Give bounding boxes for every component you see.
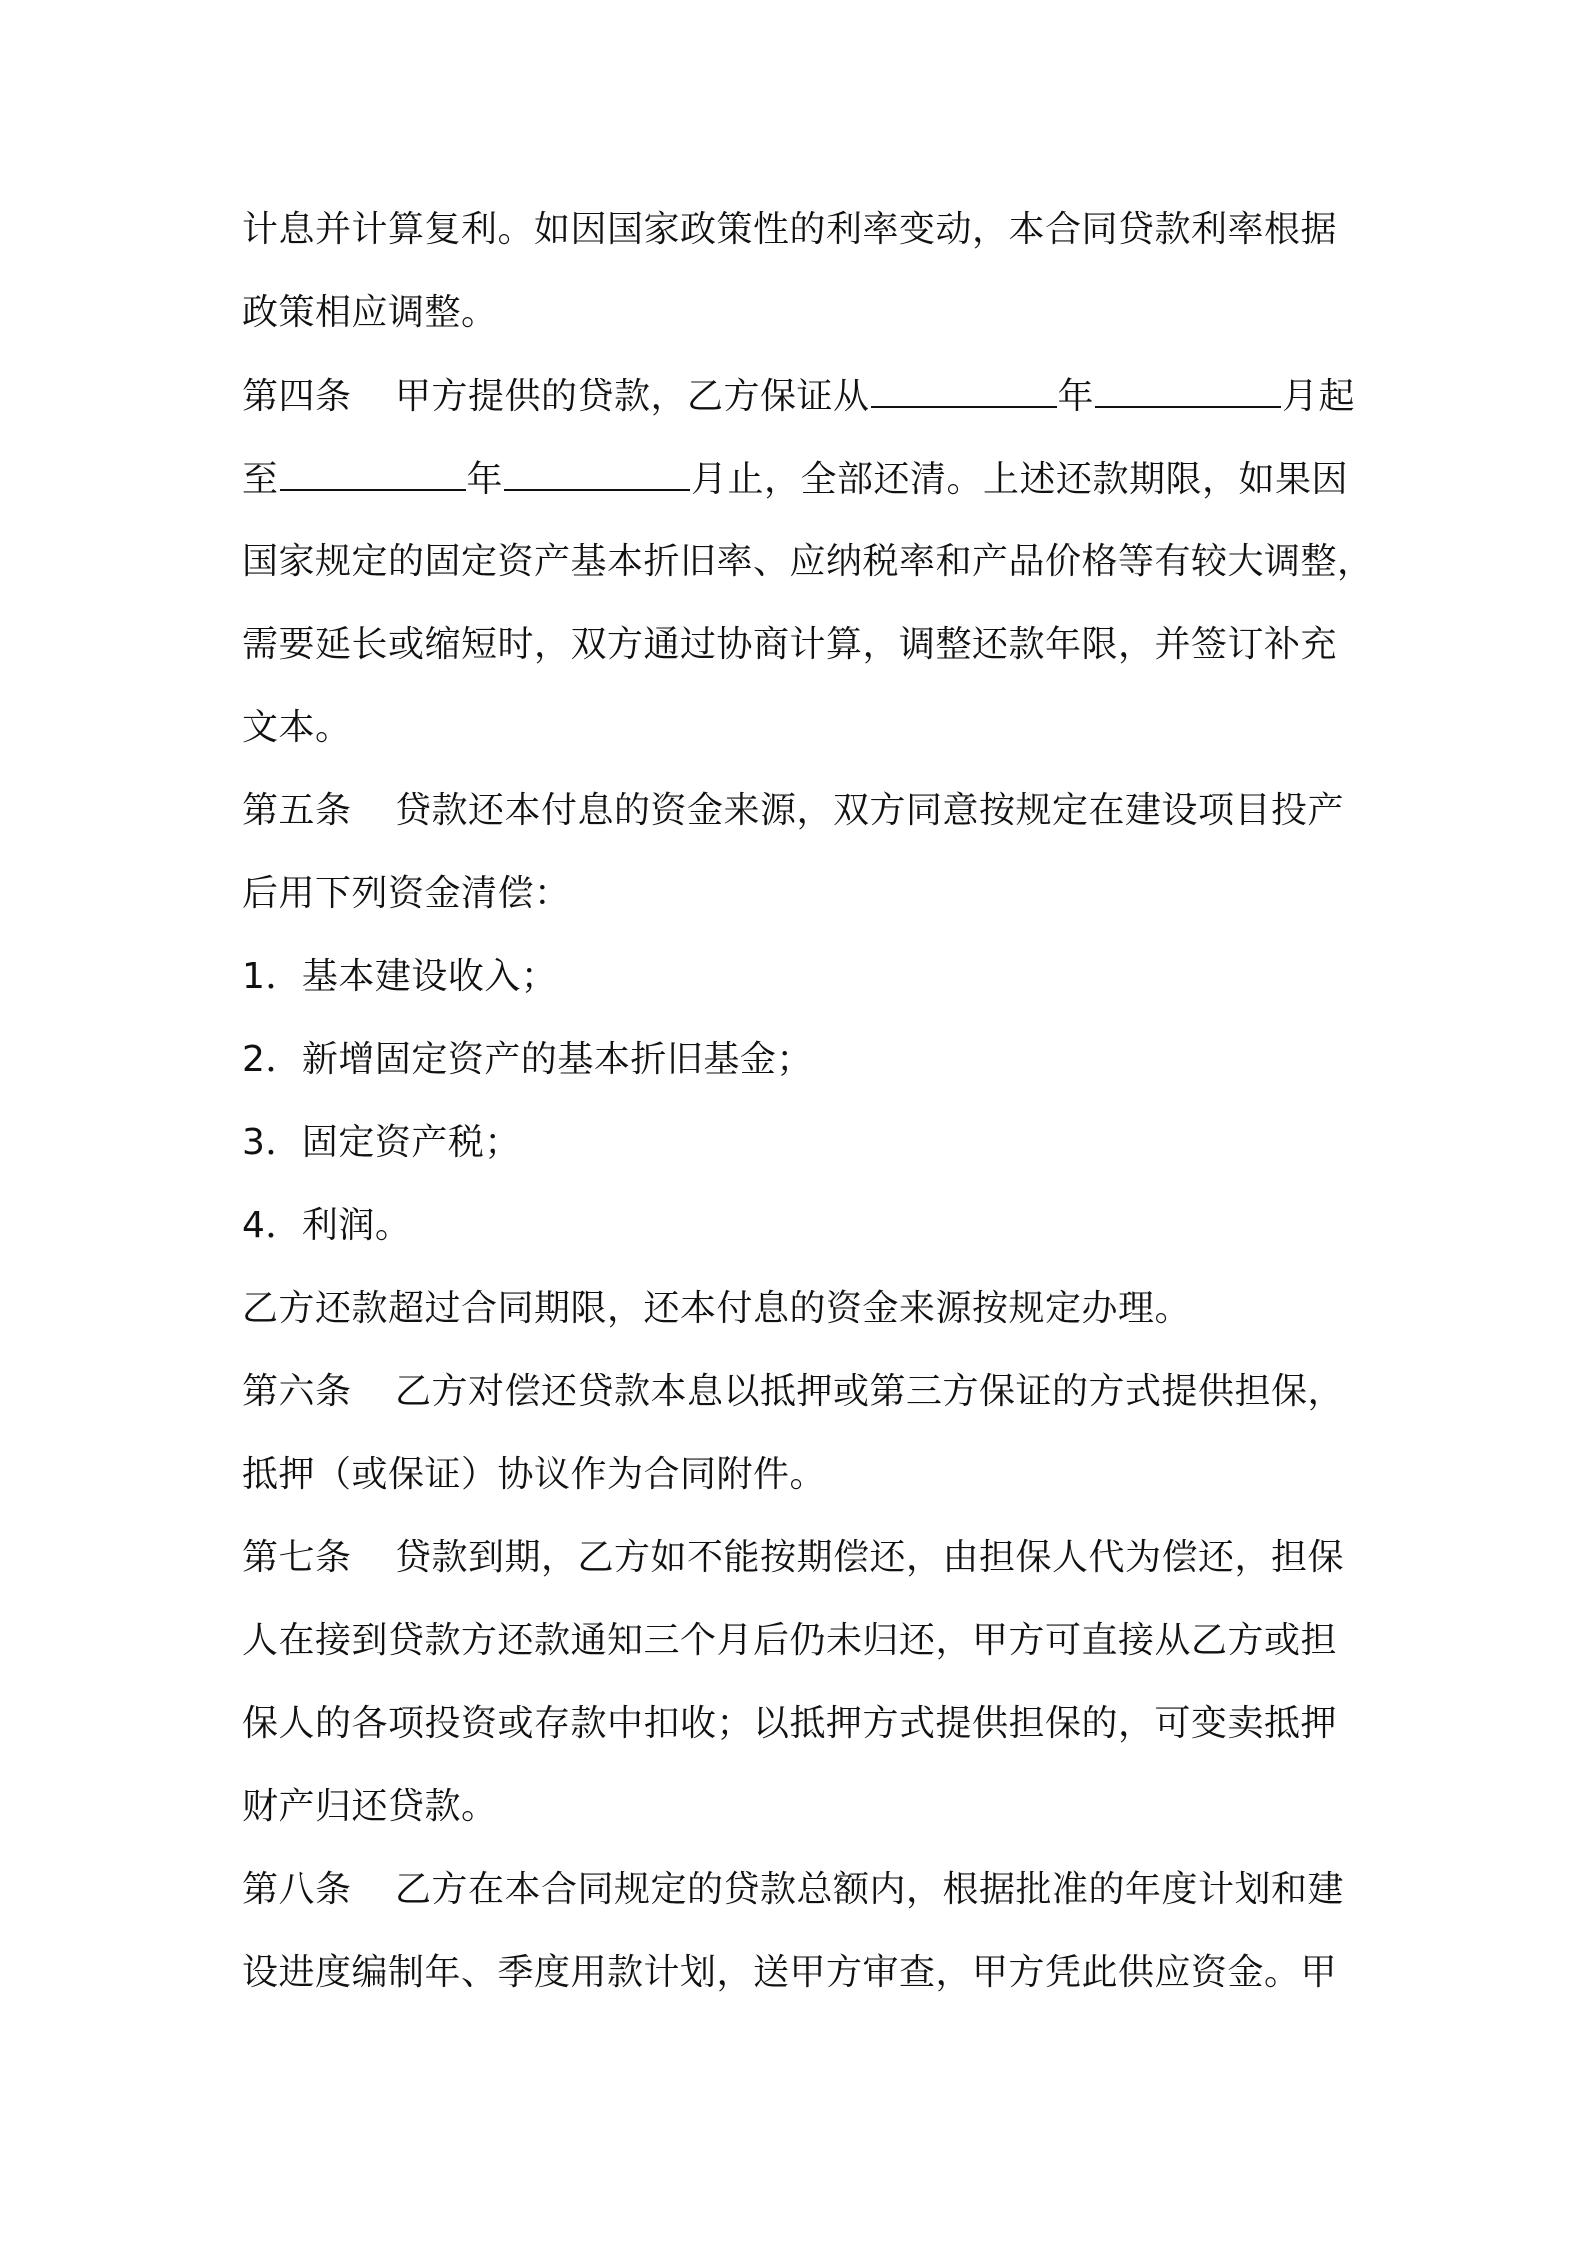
list-item [242, 1030, 1360, 1113]
text: 甲方提供的贷款，乙方保证从 [395, 376, 870, 417]
start-year-blank [871, 366, 1057, 408]
text: 国家规定的固定资产基本折旧率、应纳税率和产品价格等有较大调整， [242, 541, 1374, 582]
text: 乙方对偿还贷款本息以抵押或第三方保证的方式提供担保， [395, 1371, 1345, 1412]
article-7-label: 第七条 [242, 1537, 352, 1578]
text: 至 [242, 459, 279, 500]
text: 月起 [1282, 376, 1356, 417]
text: 贷款还本付息的资金来源，双方同意按规定在建设项目投产 [395, 790, 1345, 831]
text: 贷款到期，乙方如不能按期偿还，由担保人代为偿还，担保 [395, 1537, 1345, 1578]
article-5-label: 第五条 [242, 790, 352, 831]
article-8-line [242, 1860, 1360, 1943]
article-5-line [242, 781, 1360, 864]
article-5-line [242, 864, 1360, 947]
list-item [242, 947, 1360, 1030]
text: 计息并计算复利。如因国家政策性的利率变动，本合同贷款利率根据 [242, 209, 1338, 250]
article-6-line [242, 1445, 1360, 1528]
article-4-line [242, 615, 1360, 698]
text: 政策相应调整。 [242, 292, 498, 333]
article-6-line [242, 1362, 1360, 1445]
article-7-line [242, 1611, 1360, 1694]
text: 2．新增固定资产的基本折旧基金； [242, 1039, 813, 1080]
article-8-label: 第八条 [242, 1869, 352, 1910]
text: 设进度编制年、季度用款计划，送甲方审查，甲方凭此供应资金。甲 [242, 1952, 1338, 1993]
article-6-label: 第六条 [242, 1371, 352, 1412]
end-year-blank [280, 449, 466, 491]
article-7-line [242, 1528, 1360, 1611]
text: 抵押（或保证）协议作为合同附件。 [242, 1454, 827, 1495]
text: 月止，全部还清。上述还款期限，如果因 [691, 459, 1349, 500]
text: 年 [466, 459, 504, 500]
text: 4．利润。 [242, 1205, 412, 1246]
article-8-line [242, 1943, 1360, 2026]
text: 乙方在本合同规定的贷款总额内，根据批准的年度计划和建 [395, 1869, 1345, 1910]
text: 保人的各项投资或存款中扣收；以抵押方式提供担保的，可变卖抵押 [242, 1703, 1338, 1744]
start-month-blank [1095, 366, 1281, 408]
article-4-line [242, 698, 1360, 781]
text: 后用下列资金清偿： [242, 873, 571, 914]
article-7-line [242, 1777, 1360, 1860]
text: 1．基本建设收入； [242, 956, 558, 997]
text: 财产归还贷款。 [242, 1786, 498, 1827]
list-item [242, 1113, 1360, 1196]
article-4-label: 第四条 [242, 376, 352, 417]
text: 年 [1057, 376, 1095, 417]
article-4-line [242, 449, 1360, 532]
text: 需要延长或缩短时，双方通过协商计算，调整还款年限，并签订补充 [242, 624, 1338, 665]
text: 3．固定资产税； [242, 1122, 521, 1163]
article-4-line [242, 366, 1360, 449]
article-5-line [242, 1279, 1360, 1362]
end-month-blank [504, 449, 690, 491]
text: 人在接到贷款方还款通知三个月后仍未归还，甲方可直接从乙方或担 [242, 1620, 1338, 1661]
paragraph-line [242, 200, 1360, 283]
text: 文本。 [242, 707, 352, 748]
article-7-line [242, 1694, 1360, 1777]
article-4-line [242, 532, 1374, 615]
contract-text [242, 200, 1374, 2026]
paragraph-line [242, 283, 1360, 366]
text: 乙方还款超过合同期限，还本付息的资金来源按规定办理。 [242, 1288, 1192, 1329]
list-item [242, 1196, 1360, 1279]
